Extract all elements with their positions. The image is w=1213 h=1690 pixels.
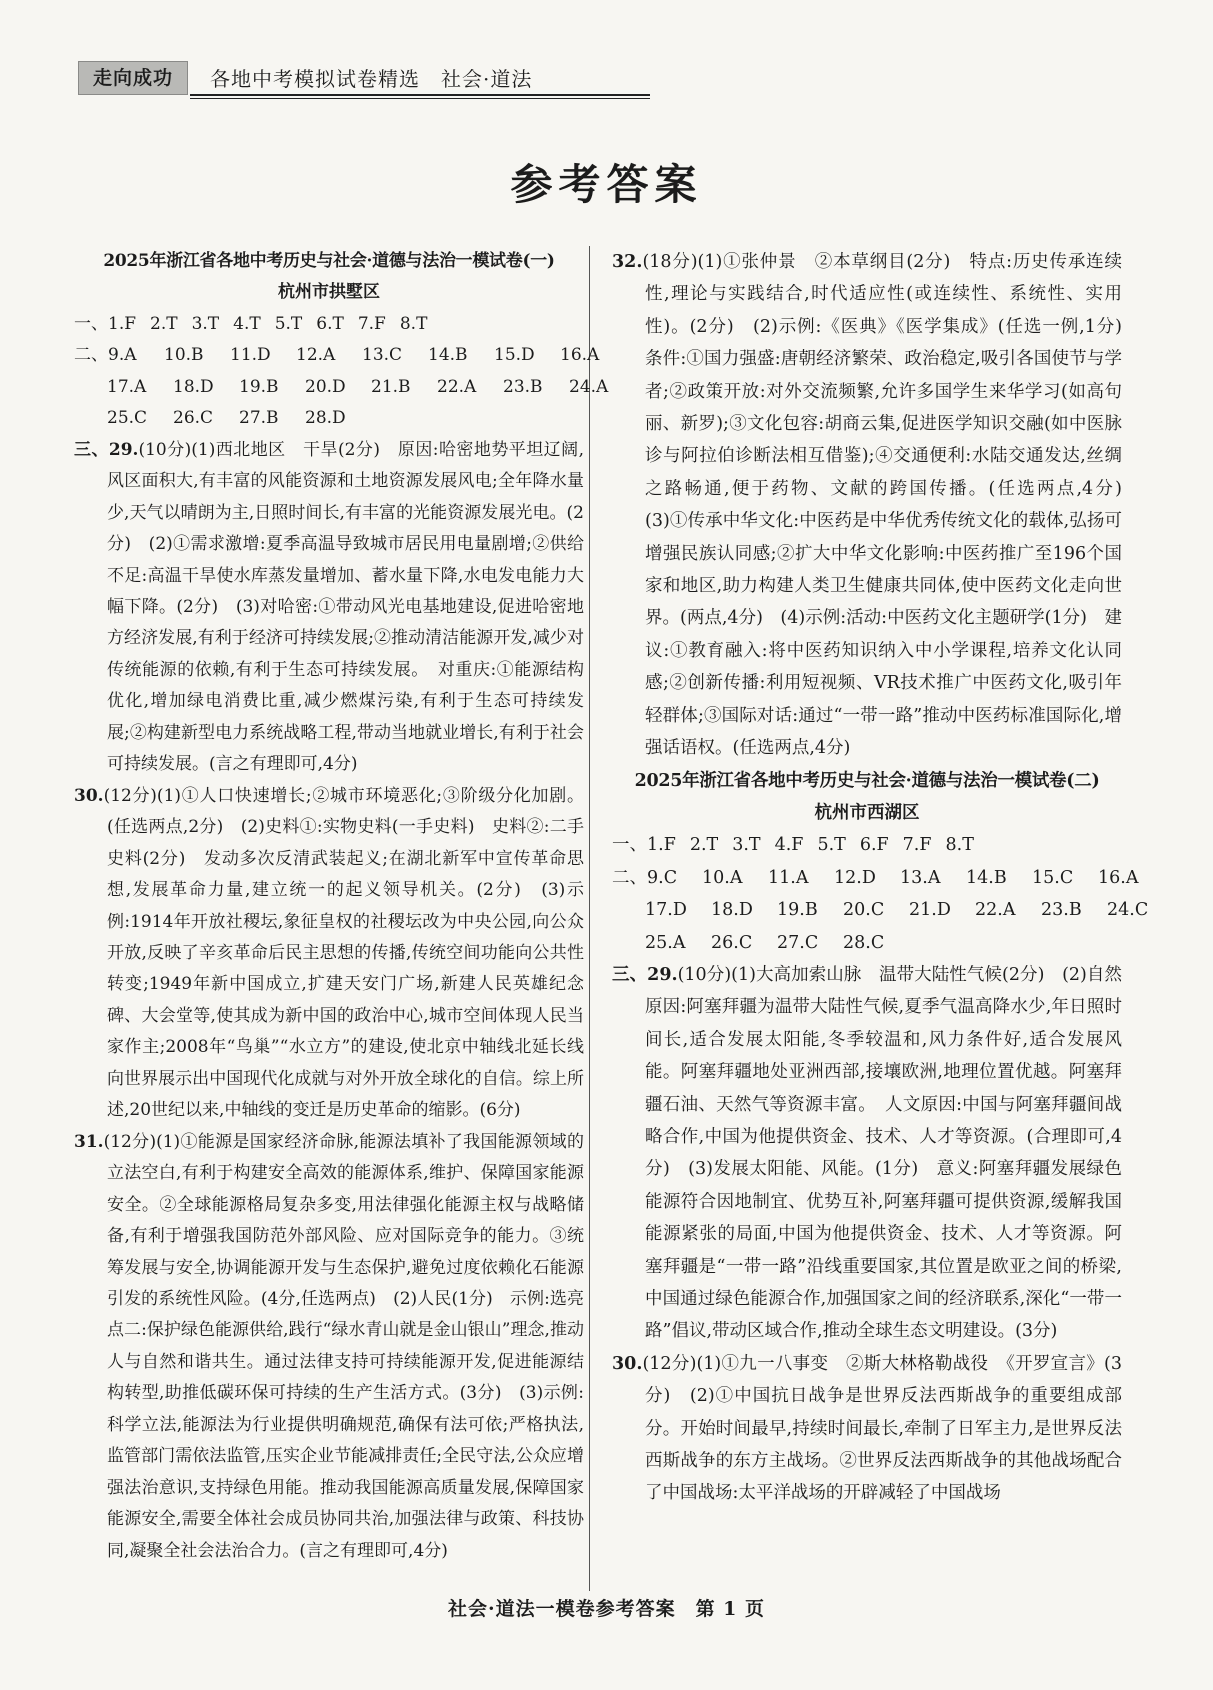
answer-item: 4.F	[774, 835, 804, 856]
answer-item: 12.A	[296, 345, 336, 366]
page-header	[78, 55, 578, 99]
answer-item: 25.C	[107, 408, 148, 429]
answer-item: 22.A	[437, 376, 477, 397]
answer-item: 19.B	[239, 376, 279, 397]
answer-item: 6.T	[316, 313, 344, 334]
paper-2-true-false	[612, 829, 1122, 861]
answer-text: (10分)(1)西北地区 干旱(2分) 原因:哈密地势平坦辽阔,风区面积大,有丰富的风能资源和土地资源发展风电;全年降水量少,天气以晴朗为主,日照时间长,有丰富的光能资源发展光电。(2分) (2)①需求激增:夏季高温导致城市居民用电量剧增;②供给不足:高温干旱使水库蒸发量增加、蓄水量下降,水电发电能力大幅下降。(2分) (3)对哈密:①带动风光电基地建设,促进哈密地方经济发展,有利于经济可持续发展;②推动清洁能源开发,减少对传统能源的依赖,有利于生态可持续发展。 对重庆:①能源结构优化,增加绿电消费比重,减少燃煤污染,有利于生态可持续发展;②构建新型电力系统战略工程,带动当地就业增长,有利于社会可持续发展。(言之有理即可,4分)	[107, 439, 584, 775]
answer-item: 12.D	[834, 867, 876, 888]
answer-item: 26.C	[711, 932, 753, 953]
answer-item: 28.C	[843, 932, 885, 953]
answer-item: 15.C	[1032, 867, 1074, 888]
answer-item: 21.B	[371, 376, 411, 397]
answer-text: (12分)(1)①人口快速增长;②城市环境恶化;③阶级分化加剧。(任选两点,2分) (2)史料①:实物史料(一手史料) 史料②:二手史料(2分) 发动多次反清武装起义;在湖北新军中宣传革命思想,发展革命力量,建立统一的起义领导机关。(2分) (3)示例:1914年开放社稷坛,象征皇权的社稷坛改为中央公园,向公众开放,反映了辛亥革命后民主思想的传播,传统空间功能向公共性转变;1949年新中国成立,扩建天安门广场,新建人民英雄纪念碑、大会堂等,使其成为新中国的政治中心,城市空间体现人民当家作主;2008年“鸟巢”“水立方”的建设,使北京中轴线北延长线向世界展示出中国现代化成就与对外开放全球化的自信。综上所述,20世纪以来,中轴线的变迁是历史革命的缩影。(6分)	[103, 785, 584, 1121]
answer-text: (10分)(1)大高加索山脉 温带大陆性气候(2分) (2)自然原因:阿塞拜疆为温带大陆性气候,夏季气温高降水少,年日照时间长,适合发展太阳能,冬季较温和,风力条件好,适合发展风能。阿塞拜疆地处亚洲西部,接壤欧洲,地理位置优越。阿塞拜疆石油、天然气等资源丰富。 人文原因:中国与阿塞拜疆间战略合作,中国为他提供资金、技术、人才等资源。(合理即可,4分) (3)发展太阳能、风能。(1分) 意义:阿塞拜疆发展绿色能源符合因地制宜、优势互补,阿塞拜疆可提供资源,缓解我国能源紧张的局面,中国为他提供资金、技术、人才等资源。阿塞拜疆是“一带一路”沿线重要国家,其位置是欧亚之间的桥梁,中国通过绿色能源合作,加强国家之间的经济联系,深化“一带一路”倡议,带动区域合作,推动全球生态文明建设。(3分)	[645, 964, 1122, 1342]
question-number: 30.	[612, 1353, 643, 1374]
answer-item: 一、1.F	[612, 835, 676, 856]
answer-item: 4.T	[233, 313, 261, 334]
paper-1-true-false	[74, 309, 584, 340]
answer-item: 17.D	[645, 900, 687, 921]
answer-item: 19.B	[777, 900, 818, 921]
question-number: 三、29.	[612, 964, 678, 985]
answer-item: 3.T	[191, 313, 220, 334]
answer-item: 5.T	[274, 313, 303, 334]
page-title: 参考答案	[510, 160, 703, 209]
paper-2-question-30	[612, 1348, 1122, 1510]
answer-text: (12分)(1)①能源是国家经济命脉,能源法填补了我国能源领域的立法空白,有利于构建安全高效的能源体系,维护、保障国家能源安全。②全球能源格局复杂多变,用法律强化能源主权与战略储备,有利于增强我国防范外部风险、应对国际竞争的能力。③统筹发展与安全,协调能源开发与生态保护,避免过度依赖化石能源引发的系统性风险。(4分,任选两点) (2)人民(1分) 示例:选亮点二:保护绿色能源供给,践行“绿水青山就是金山银山”理念,推动人与自然和谐共生。通过法律支持可持续能源开发,促进能源结构转型,助推低碳环保可持续的生产生活方式。(3分) (3)示例:科学立法,能源法为行业提供明确规范,确保有法可依;严格执法,监管部门需依法监管,压实企业节能减排责任;全民守法,公众应增强法治意识,支持绿色用能。推动我国能源高质量发展,保障国家能源安全,需要全体社会成员协同共治,加强法律与政策、科技协同,凝聚全社会法治合力。(言之有理即可,4分)	[103, 1131, 584, 1561]
paper-2-mc-row-3	[612, 927, 1122, 959]
answer-item: 14.B	[966, 867, 1007, 888]
paper-1-district: 杭州市拱墅区	[278, 282, 380, 303]
answer-text: (18分)(1)①张仲景 ②本草纲目(2分) 特点:历史传承连续性,理论与实践结合,时代适应性(或连续性、系统性、实用性)。(2分) (2)示例:《医典》《医学集成》(任选一例,1分) 条件:①国力强盛:唐朝经济繁荣、政治稳定,吸引各国使节与学者;②政策开放:对外交流频繁,允许多国学生来华学习(如高句丽、新罗);③文化包容:胡商云集,促进医学知识交融(如中医脉诊与阿拉伯诊断法相互借鉴);④交通便利:水陆交通发达,丝绸之路畅通,便于药物、文献的跨国传播。(任选两点,4分) (3)①传承中华文化:中医药是中华优秀传统文化的载体,弘扬可增强民族认同感;②扩大中华文化影响:中医药推广至196个国家和地区,助力构建人类卫生健康共同体,使中医药文化走向世界。(两点,4分) (4)示例:活动:中医药文化主题研学(1分) 建议:①教育融入:将中医药知识纳入中小学课程,培养文化认同感;②创新传播:利用短视频、VR技术推广中医药文化,吸引年轻群体;③国际对话:通过“一带一路”推动中医药标准国际化,增强话语权。(任选两点,4分)	[642, 252, 1140, 759]
answer-item: 15.D	[494, 345, 535, 366]
answer-item: 7.F	[357, 313, 386, 334]
series-title: 各地中考模拟试卷精选 社会·道法	[210, 67, 533, 91]
answer-item: 17.A	[107, 376, 147, 397]
answer-item: 11.A	[768, 867, 809, 888]
answer-item: 21.D	[909, 900, 951, 921]
series-logo: 走向成功	[78, 61, 188, 95]
right-column	[612, 246, 1149, 1510]
answer-item: 18.D	[173, 376, 214, 397]
header-rule	[190, 94, 650, 96]
answer-item: 11.D	[230, 345, 271, 366]
answer-item: 16.A	[560, 345, 600, 366]
answer-item: 27.B	[239, 408, 279, 429]
answer-item: 3.T	[732, 835, 761, 856]
answer-item: 16.A	[1098, 867, 1139, 888]
answer-item: 13.C	[362, 345, 403, 366]
answer-item: 2.T	[689, 835, 719, 856]
answer-item: 28.D	[305, 408, 346, 429]
answer-item: 10.A	[702, 867, 743, 888]
paper-1-mc-row-1	[74, 340, 600, 371]
paper-1-question-31	[74, 1127, 584, 1567]
answer-item: 24.A	[569, 376, 609, 397]
paper-1-question-30	[74, 781, 584, 1127]
answer-item: 24.C	[1107, 900, 1149, 921]
question-number: 30.	[74, 785, 104, 806]
answer-text: (12分)(1)①九一八事变 ②斯大林格勒战役 《开罗宣言》(3分) (2)①中国抗日战争是世界反法西斯战争的重要组成部分。开始时间最早,持续时间最长,牵制了日军主力,是世界反法西斯战争的东方主战场。②世界反法西斯战争的其他战场配合了中国战场:太平洋战场的开辟减轻了中国战场	[642, 1353, 1122, 1504]
paper-2-question-29	[612, 959, 1122, 1348]
answer-item: 8.T	[399, 313, 428, 334]
answer-item: 2.T	[150, 313, 178, 334]
answer-item: 23.B	[1041, 900, 1082, 921]
answer-item: 20.D	[305, 376, 346, 397]
paper-2-title: 2025年浙江省各地中考历史与社会·道德与法治一模试卷(二)	[634, 770, 1100, 791]
column-divider	[589, 246, 590, 1591]
answer-item: 一、1.F	[74, 313, 137, 334]
paper-1-mc-row-3	[74, 403, 584, 434]
paper-1-question-29	[74, 435, 584, 781]
header-rule-thin	[190, 98, 650, 99]
answer-item: 8.T	[945, 835, 974, 856]
answer-item: 27.C	[777, 932, 819, 953]
answer-item: 7.F	[902, 835, 932, 856]
answer-item: 二、9.A	[74, 345, 137, 366]
answer-item: 20.C	[843, 900, 885, 921]
answer-item: 18.D	[711, 900, 753, 921]
answer-item: 25.A	[645, 932, 686, 953]
question-number: 三、29.	[74, 439, 139, 460]
paper-2-mc-row-2	[612, 894, 1149, 926]
answer-item: 22.A	[975, 900, 1016, 921]
answer-item: 6.F	[859, 835, 889, 856]
answer-item: 10.B	[164, 345, 204, 366]
answer-item: 26.C	[173, 408, 214, 429]
paper-2-mc-row-1	[612, 862, 1139, 894]
question-number: 32.	[612, 252, 643, 272]
paper-1-title: 2025年浙江省各地中考历史与社会·道德与法治一模试卷(一)	[103, 251, 555, 271]
answer-item: 5.T	[817, 835, 846, 856]
page-footer: 社会·道法一模卷参考答案 第 1 页	[447, 1598, 766, 1620]
answer-item: 13.A	[900, 867, 941, 888]
paper-2-district: 杭州市西湖区	[814, 802, 920, 823]
question-number: 31.	[74, 1131, 104, 1152]
answer-item: 二、9.C	[612, 867, 678, 888]
left-column	[74, 246, 609, 1567]
answer-item: 14.B	[428, 345, 468, 366]
paper-1-question-32	[612, 246, 1140, 765]
paper-1-mc-row-2	[74, 372, 609, 403]
answer-item: 23.B	[503, 376, 543, 397]
